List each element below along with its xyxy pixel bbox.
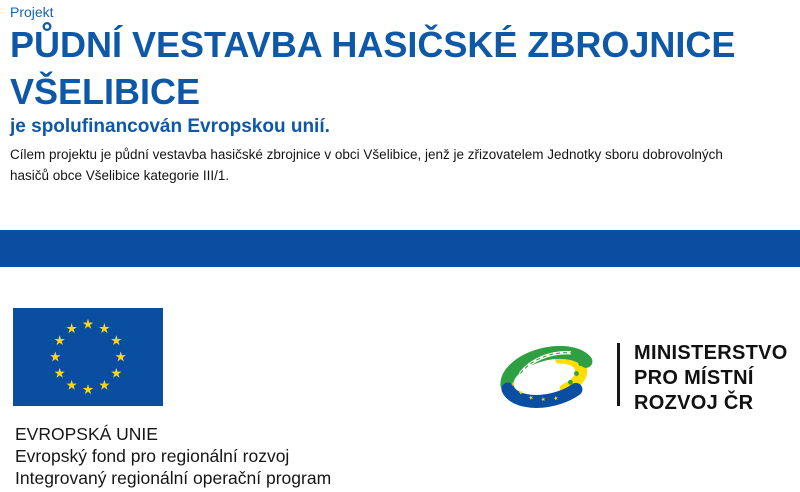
eu-union-label: EVROPSKÁ UNIE <box>15 424 158 444</box>
project-title <box>10 21 735 115</box>
eu-program-label: Integrovaný regionální operační program <box>15 468 332 488</box>
ministry-label-line-3: ROZVOJ ČR <box>634 392 754 414</box>
mmr-logo-icon <box>498 346 598 408</box>
eu-flag-icon <box>13 308 163 406</box>
project-kicker-label: Projekt <box>10 4 54 20</box>
project-description <box>10 144 723 186</box>
eu-logo-text <box>15 423 331 489</box>
eu-fund-label: Evropský fond pro regionální rozvoj <box>15 446 290 466</box>
project-title-line-2: VŠELIBICE <box>10 71 201 112</box>
project-description-line-1: Cílem projektu je půdní vestavba hasičské zbrojnice v obci Všelibice, jenž je zřizovatelem Jednotky sboru dobrovolných <box>10 147 723 162</box>
project-description-line-2: hasičů obce Všelibice kategorie III/1. <box>10 168 230 183</box>
vertical-divider <box>617 343 620 406</box>
ministry-label-line-1: MINISTERSTVO <box>634 342 788 364</box>
ministry-logo-text <box>634 341 788 416</box>
cofinancing-statement: je spolufinancován Evropskou unií. <box>10 116 330 137</box>
blue-divider-bar <box>0 230 800 267</box>
project-title-line-1: PŮDNÍ VESTAVBA HASIČSKÉ ZBROJNICE <box>10 24 736 65</box>
ministry-label-line-2: PRO MÍSTNÍ <box>634 367 754 389</box>
